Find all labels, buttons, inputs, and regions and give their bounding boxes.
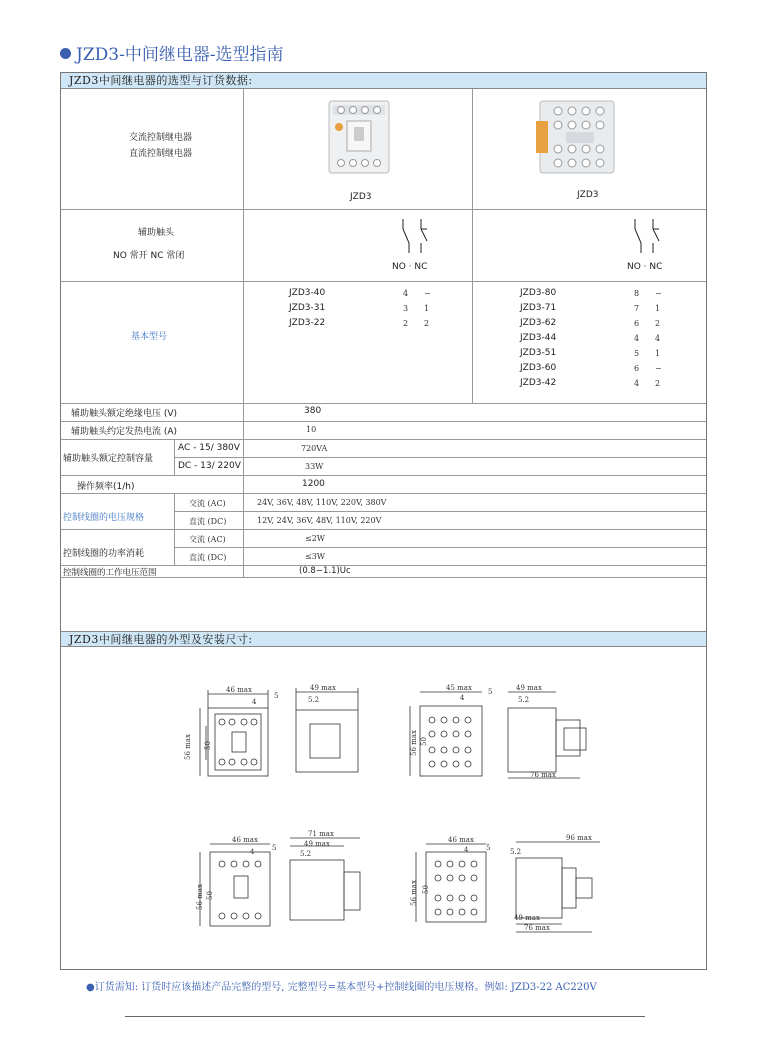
dimension-drawing-4	[416, 842, 600, 932]
grid-line	[174, 439, 175, 475]
dim-text: 5.2	[510, 848, 522, 856]
control-capacity-label: 辅助触头额定控制容量	[63, 454, 154, 464]
dimension-drawing-2	[410, 692, 586, 778]
dim-text: 76 max	[524, 924, 550, 932]
ac15-label: AC - 15/ 380V	[178, 443, 240, 453]
dim-text: 56 max	[410, 880, 418, 906]
section-header-dimensions: JZD3中间继电器的外型及安装尺寸:	[61, 631, 706, 647]
nc-count: 1	[655, 349, 661, 358]
dim-text: 56 max	[184, 734, 192, 760]
ac-relay-label: 交流控制继电器	[129, 133, 193, 143]
order-note: ●订货需知: 订货时应该描述产品完整的型号, 完整型号=基本型号+控制线圈的电压规格。例如: JZD3-22 AC220V	[86, 982, 597, 993]
no-count: 6	[634, 364, 640, 373]
coil-dc-label: 直流 (DC)	[189, 517, 227, 526]
dim-text: 5	[488, 688, 493, 696]
section-header-selection: JZD3中间继电器的选型与订货数据:	[61, 73, 706, 89]
grid-line	[61, 281, 706, 282]
no-count: 2	[403, 319, 409, 328]
dim-text: 45 max	[446, 684, 472, 692]
dimension-drawing-3	[200, 838, 360, 926]
dc-relay-label: 直流控制继电器	[129, 149, 193, 159]
coil-power-label: 控制线圈的功率消耗	[63, 549, 145, 559]
dim-text: 50	[204, 741, 212, 750]
dim-text: 4	[250, 848, 255, 856]
model-code: JZD3-51	[520, 348, 557, 358]
coil-ac-value: 24V, 36V, 48V, 110V, 220V, 380V	[257, 498, 387, 507]
coil-voltage-label: 控制线圈的电压规格	[63, 513, 145, 523]
grid-line	[61, 421, 706, 422]
footer-divider	[125, 1016, 645, 1017]
heat-current-label: 辅助触头约定发热电流 (A)	[71, 427, 178, 437]
power-dc-value: ≤3W	[305, 552, 326, 561]
product-label-4pole: JZD3	[350, 192, 372, 202]
aux-contact-title: 辅助触头	[138, 228, 175, 238]
dim-text: 5	[274, 692, 279, 700]
model-code: JZD3-62	[520, 318, 557, 328]
coil-range-label: 控制线圈的工作电压范围	[63, 568, 157, 578]
dim-text: 46 max	[232, 836, 258, 844]
grid-line	[472, 89, 473, 403]
model-code: JZD3-22	[289, 318, 326, 328]
model-code: JZD3-71	[520, 303, 557, 313]
dim-text: 4	[460, 694, 465, 702]
model-code: JZD3-60	[520, 363, 557, 373]
nc-count: 4	[655, 334, 661, 343]
no-count: 3	[403, 304, 409, 313]
model-code: JZD3-42	[520, 378, 557, 388]
bullet-icon	[60, 48, 71, 59]
grid-line	[61, 529, 706, 530]
basic-model-label: 基本型号	[131, 332, 168, 342]
no-count: 5	[634, 349, 640, 358]
dim-text: 5.2	[308, 696, 320, 704]
dim-text: 56 max	[410, 730, 418, 756]
grid-line	[61, 475, 706, 476]
page-title-text: JZD3-中间继电器-选型指南	[76, 45, 284, 65]
ac15-value: 720VA	[301, 444, 328, 453]
product-label-8pole: JZD3	[577, 190, 599, 200]
dimension-drawings	[60, 680, 707, 970]
dc13-label: DC - 13/ 220V	[178, 461, 241, 471]
dim-text: 56 max	[196, 884, 204, 910]
no-count: 7	[634, 304, 640, 313]
jzd3-8pole-photo	[536, 99, 620, 175]
no-count: 4	[634, 334, 640, 343]
model-code: JZD3-80	[520, 288, 557, 298]
dim-text: 5	[486, 844, 491, 852]
coil-dc-value: 12V, 24V, 36V, 48V, 110V, 220V	[257, 516, 382, 525]
dimension-drawing-1	[200, 688, 358, 776]
contact-symbol-label-1: NO · NC	[392, 262, 428, 272]
grid-line	[61, 565, 706, 566]
dim-text: 50	[206, 891, 214, 900]
no-count: 4	[634, 379, 640, 388]
grid-line	[61, 439, 706, 440]
grid-line	[243, 89, 244, 577]
dim-text: 4	[464, 846, 469, 854]
model-code: JZD3-40	[289, 288, 326, 298]
grid-line	[174, 547, 706, 548]
grid-line	[174, 511, 706, 512]
dim-text: 96 max	[566, 834, 592, 842]
power-ac-value: ≤2W	[305, 534, 326, 543]
nc-count: −	[655, 289, 662, 298]
grid-line	[174, 457, 706, 458]
grid-line	[61, 493, 706, 494]
dim-text: 4	[252, 698, 257, 706]
grid-line	[61, 209, 706, 210]
dim-text: 76 max	[530, 771, 556, 779]
nc-count: 1	[655, 304, 661, 313]
grid-line	[61, 577, 706, 578]
insul-voltage-label: 辅助触头额定绝缘电压 (V)	[71, 409, 178, 419]
jzd3-4pole-photo	[327, 97, 391, 177]
op-frequency-label: 操作频率(1/h)	[77, 482, 135, 492]
model-code: JZD3-31	[289, 303, 326, 313]
grid-line	[61, 403, 706, 404]
insul-voltage-value: 380	[304, 406, 322, 416]
dim-text: 5.2	[300, 850, 312, 858]
nc-count: 1	[424, 304, 430, 313]
dim-text: 49 max	[310, 684, 336, 692]
dim-text: 49 max	[514, 914, 540, 922]
dim-text: 49 max	[304, 840, 330, 848]
coil-ac-label: 交流 (AC)	[189, 499, 226, 508]
heat-current-value: 10	[306, 425, 317, 434]
no-count: 4	[403, 289, 409, 298]
nc-count: 2	[424, 319, 430, 328]
contact-symbol-icon	[629, 219, 663, 253]
dim-text: 46 max	[448, 836, 474, 844]
dim-text: 46 max	[226, 686, 252, 694]
no-count: 6	[634, 319, 640, 328]
contact-symbol-label-2: NO · NC	[627, 262, 663, 272]
contact-symbol-icon	[397, 219, 431, 253]
op-frequency-value: 1200	[302, 479, 325, 489]
coil-range-value: (0.8−1.1)Uc	[299, 566, 351, 576]
no-count: 8	[634, 289, 640, 298]
dc13-value: 33W	[305, 462, 324, 471]
power-dc-label: 直流 (DC)	[189, 553, 227, 562]
page-title	[60, 40, 284, 65]
dim-text: 71 max	[308, 830, 334, 838]
dim-text: 5.2	[518, 696, 530, 704]
model-code: JZD3-44	[520, 333, 557, 343]
aux-contact-desc: NO 常开 NC 常闭	[113, 251, 185, 261]
nc-count: 2	[655, 319, 661, 328]
dim-text: 49 max	[516, 684, 542, 692]
nc-count: −	[655, 364, 662, 373]
nc-count: −	[424, 289, 431, 298]
dim-text: 50	[422, 885, 430, 894]
power-ac-label: 交流 (AC)	[189, 535, 226, 544]
nc-count: 2	[655, 379, 661, 388]
dim-text: 5	[272, 844, 277, 852]
dim-text: 50	[420, 737, 428, 746]
